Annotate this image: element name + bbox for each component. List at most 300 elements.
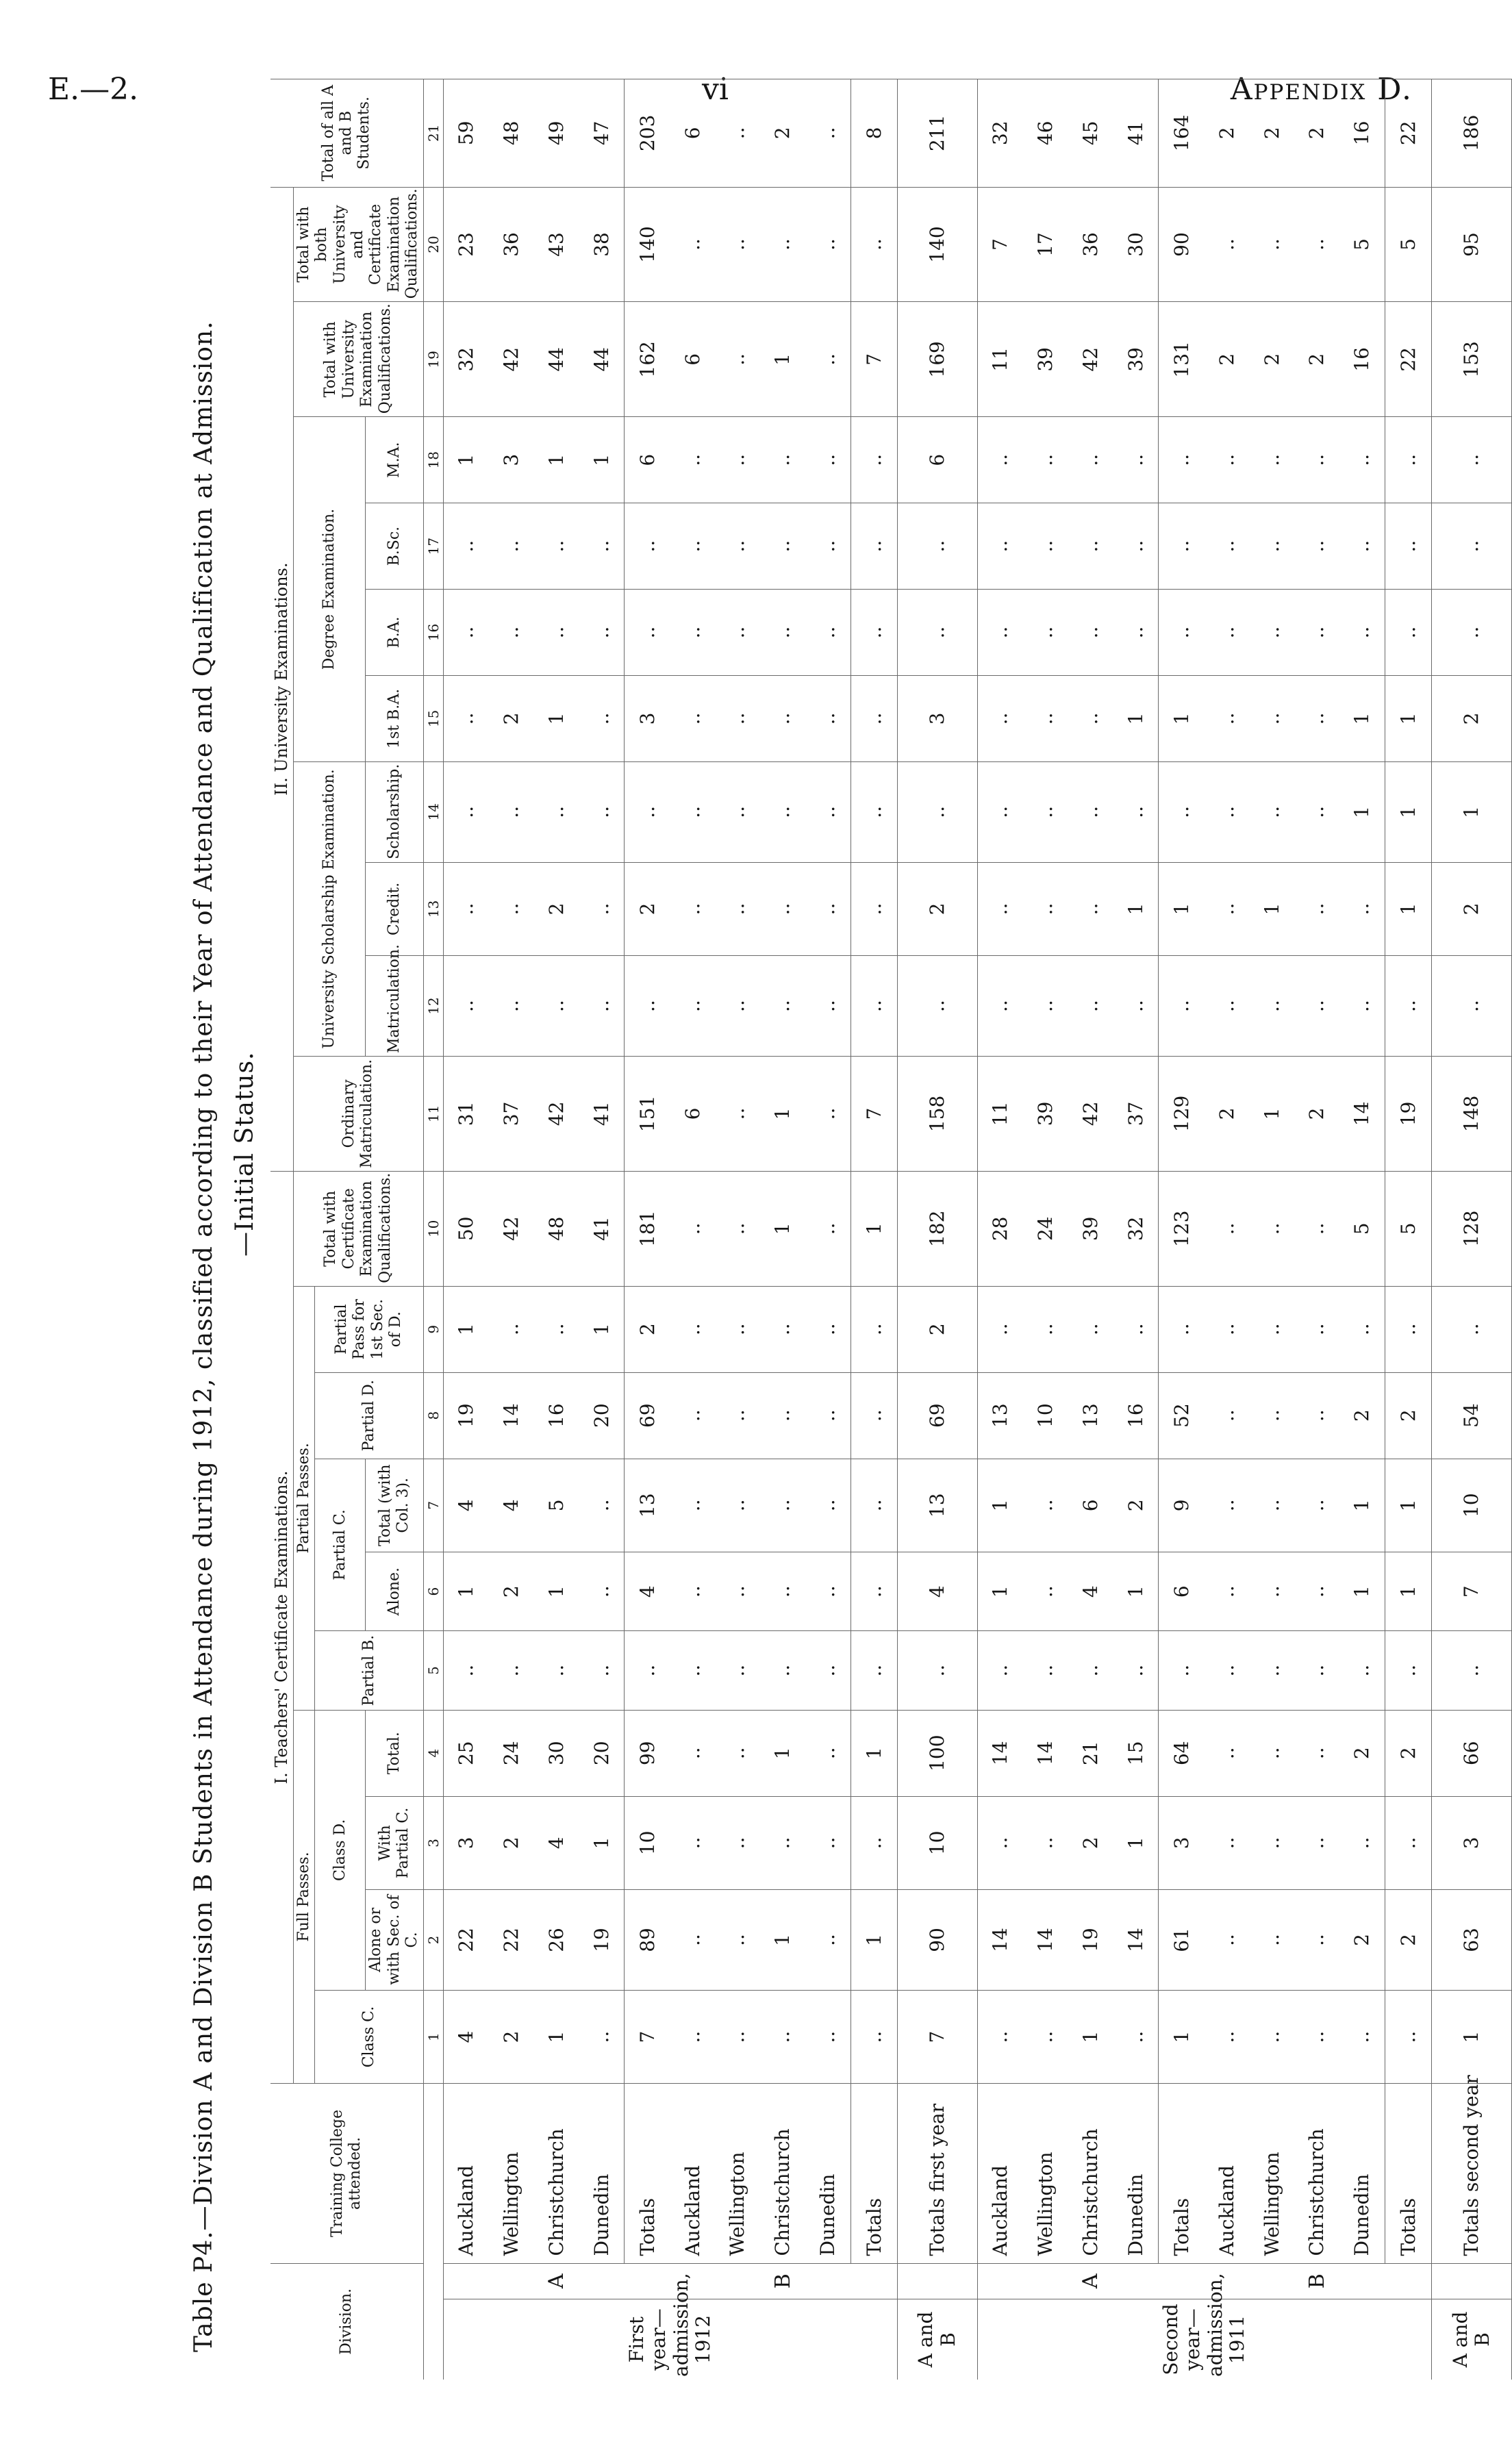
value-cell: ..	[1249, 1631, 1294, 1710]
value-cell: 45	[1068, 79, 1113, 188]
table-row	[1339, 79, 1385, 2380]
value-cell: 181	[625, 1171, 670, 1286]
partial-b-header: Partial B.	[315, 1631, 423, 1710]
value-cell: 10	[625, 1796, 670, 1889]
value-cell: ..	[1249, 1890, 1294, 1991]
value-cell: ..	[715, 1372, 760, 1459]
value-cell: ..	[851, 862, 897, 955]
value-cell: 7	[625, 1990, 670, 2083]
value-cell: 95	[1431, 187, 1511, 302]
value-cell: ..	[715, 1171, 760, 1286]
value-cell: ..	[670, 1171, 716, 1286]
column-number: 12	[423, 956, 443, 1057]
value-cell: 44	[579, 302, 625, 417]
value-cell: ..	[977, 1286, 1023, 1372]
value-cell: 10	[1431, 1459, 1511, 1552]
value-cell: ..	[489, 1631, 534, 1710]
value-cell: 2	[1205, 302, 1250, 417]
value-cell: 5	[1339, 187, 1385, 302]
value-cell: 37	[489, 1056, 534, 1171]
value-cell: ..	[760, 1459, 805, 1552]
value-cell: 5	[533, 1459, 579, 1552]
college-name: Christchurch	[760, 2084, 805, 2263]
value-cell: ..	[1294, 1796, 1339, 1889]
ma-header: M.A.	[366, 417, 423, 503]
value-cell: ..	[1159, 590, 1205, 676]
value-cell: ..	[805, 590, 851, 676]
value-cell: 2	[1068, 1796, 1113, 1889]
value-cell: ..	[897, 503, 977, 590]
value-cell: 1	[443, 417, 489, 503]
value-cell: ..	[1294, 862, 1339, 955]
value-cell: 16	[1339, 79, 1385, 188]
value-cell: 31	[443, 1056, 489, 1171]
value-cell: ..	[1113, 956, 1159, 1057]
value-cell: 41	[1113, 79, 1159, 188]
value-cell: ..	[670, 1459, 716, 1552]
value-cell: ..	[489, 503, 534, 590]
value-cell: ..	[851, 956, 897, 1057]
value-cell: ..	[977, 761, 1023, 862]
value-cell: ..	[805, 417, 851, 503]
value-cell: ..	[1205, 1796, 1250, 1889]
value-cell: ..	[1159, 1286, 1205, 1372]
value-cell: 7	[1431, 1552, 1511, 1630]
value-cell: ..	[1294, 1990, 1339, 2083]
value-cell: 22	[443, 1890, 489, 1991]
value-cell: ..	[1023, 590, 1068, 676]
value-cell: ..	[1159, 956, 1205, 1057]
value-cell: ..	[443, 862, 489, 955]
page-number: vi	[702, 72, 729, 107]
value-cell: ..	[533, 761, 579, 862]
value-cell: 2	[1249, 79, 1294, 188]
value-cell: ..	[1205, 862, 1250, 955]
value-cell: ..	[977, 956, 1023, 1057]
value-cell: ..	[1205, 417, 1250, 503]
value-cell: ..	[443, 590, 489, 676]
alone-sec-c-header: Alone or with Sec. of C.	[366, 1890, 423, 1991]
value-cell: 10	[1023, 1372, 1068, 1459]
value-cell: 42	[1068, 1056, 1113, 1171]
value-cell: ..	[533, 1286, 579, 1372]
value-cell: 1	[579, 1286, 625, 1372]
value-cell: ..	[443, 675, 489, 761]
value-cell: ..	[1159, 417, 1205, 503]
value-cell: 26	[533, 1890, 579, 1991]
value-cell: ..	[1294, 761, 1339, 862]
value-cell: 13	[977, 1372, 1023, 1459]
value-cell: ..	[625, 1631, 670, 1710]
value-cell: ..	[1205, 1890, 1250, 1991]
value-cell: ..	[1068, 761, 1113, 862]
value-cell: 90	[897, 1890, 977, 1991]
value-cell: ..	[760, 1286, 805, 1372]
totals-row	[1159, 79, 1205, 2380]
college-name: Wellington	[715, 2084, 760, 2263]
value-cell: 6	[1159, 1552, 1205, 1630]
value-cell: ..	[760, 675, 805, 761]
table-row	[533, 79, 579, 2380]
value-cell: ..	[1205, 1459, 1250, 1552]
value-cell: ..	[1339, 1286, 1385, 1372]
value-cell: ..	[851, 503, 897, 590]
value-cell: ..	[805, 1459, 851, 1552]
value-cell: 5	[1339, 1171, 1385, 1286]
value-cell: ..	[715, 590, 760, 676]
value-cell: 59	[443, 79, 489, 188]
value-cell: ..	[579, 503, 625, 590]
value-cell: 3	[1159, 1796, 1205, 1889]
value-cell: 10	[897, 1796, 977, 1889]
value-cell: ..	[1068, 503, 1113, 590]
value-cell: ..	[1113, 761, 1159, 862]
value-cell: ..	[805, 761, 851, 862]
column-number: 20	[423, 187, 443, 302]
totals-label: Totals	[625, 2084, 670, 2263]
division-label: B	[1205, 2263, 1432, 2299]
value-cell: ..	[1249, 187, 1294, 302]
value-cell: ..	[579, 862, 625, 955]
value-cell: ..	[1205, 675, 1250, 761]
college-name: Dunedin	[805, 2084, 851, 2263]
value-cell: 1	[1339, 675, 1385, 761]
value-cell: 1	[1431, 761, 1511, 862]
value-cell: 5	[1385, 187, 1431, 302]
value-cell: ..	[625, 761, 670, 862]
value-cell: ..	[851, 761, 897, 862]
value-cell: 1	[977, 1552, 1023, 1630]
value-cell: ..	[1113, 503, 1159, 590]
value-cell: ..	[489, 1286, 534, 1372]
value-cell: ..	[805, 1990, 851, 2083]
value-cell: ..	[625, 503, 670, 590]
totals-row	[1385, 79, 1431, 2380]
value-cell: 3	[625, 675, 670, 761]
value-cell: 1	[533, 675, 579, 761]
value-cell: ..	[851, 1552, 897, 1630]
value-cell: 16	[1339, 302, 1385, 417]
value-cell: 30	[533, 1710, 579, 1796]
value-cell: ..	[1339, 503, 1385, 590]
column-number: 16	[423, 590, 443, 676]
column-number: 19	[423, 302, 443, 417]
value-cell: ..	[715, 1459, 760, 1552]
value-cell: ..	[670, 1990, 716, 2083]
totals-row	[625, 79, 670, 2380]
value-cell: ..	[715, 1631, 760, 1710]
value-cell: 1	[579, 417, 625, 503]
value-cell: 2	[489, 675, 534, 761]
value-cell: 64	[1159, 1710, 1205, 1796]
table-caption-continued: —Initial Status.	[231, 1051, 259, 1257]
value-cell: 49	[533, 79, 579, 188]
value-cell: ..	[670, 590, 716, 676]
value-cell: 2	[1339, 1890, 1385, 1991]
value-cell: ..	[1294, 503, 1339, 590]
value-cell: 1	[1385, 862, 1431, 955]
value-cell: 2	[1385, 1372, 1431, 1459]
value-cell: ..	[1205, 1171, 1250, 1286]
value-cell: ..	[1249, 1710, 1294, 1796]
value-cell: 39	[1113, 302, 1159, 417]
value-cell: 3	[897, 675, 977, 761]
value-cell: ..	[670, 1890, 716, 1991]
table-body	[443, 79, 1511, 2380]
value-cell: 1	[851, 1171, 897, 1286]
value-cell: 69	[625, 1372, 670, 1459]
column-number: 2	[423, 1890, 443, 1991]
value-cell: ..	[805, 187, 851, 302]
value-cell: 1	[1339, 761, 1385, 862]
totals-label: Totals	[1159, 2084, 1205, 2263]
value-cell: 66	[1431, 1710, 1511, 1796]
value-cell: ..	[1023, 1990, 1068, 2083]
value-cell: 128	[1431, 1171, 1511, 1286]
value-cell: ..	[579, 675, 625, 761]
value-cell: ..	[1339, 956, 1385, 1057]
value-cell: 140	[625, 187, 670, 302]
division-label: A	[977, 2263, 1205, 2299]
division-label: A	[443, 2263, 670, 2299]
value-cell: 1	[1113, 1796, 1159, 1889]
value-cell: ..	[760, 1552, 805, 1630]
value-cell: ..	[489, 761, 534, 862]
bsc-header: B.Sc.	[366, 503, 423, 590]
value-cell: 48	[489, 79, 534, 188]
value-cell: ..	[760, 1372, 805, 1459]
value-cell: 32	[977, 79, 1023, 188]
division-header: Division.	[270, 2263, 423, 2380]
value-cell: 2	[489, 1990, 534, 2083]
value-cell: 182	[897, 1171, 977, 1286]
table-row	[1205, 79, 1250, 2380]
value-cell: ..	[1431, 1631, 1511, 1710]
value-cell: ..	[1023, 862, 1068, 955]
value-cell: 2	[489, 1796, 534, 1889]
value-cell: ..	[670, 761, 716, 862]
value-cell: ..	[533, 503, 579, 590]
value-cell: 1	[443, 1286, 489, 1372]
value-cell: ..	[1205, 1552, 1250, 1630]
spacer-cell	[1431, 2263, 1511, 2299]
value-cell: 2	[625, 862, 670, 955]
value-cell: ..	[760, 503, 805, 590]
value-cell: 63	[1431, 1890, 1511, 1991]
value-cell: 19	[443, 1372, 489, 1459]
appendix-label: Appendix D.	[1230, 72, 1413, 107]
value-cell: 19	[579, 1890, 625, 1991]
value-cell: 2	[1431, 862, 1511, 955]
value-cell: 3	[489, 417, 534, 503]
value-cell: ..	[1068, 1631, 1113, 1710]
value-cell: ..	[851, 1990, 897, 2083]
value-cell: 32	[443, 302, 489, 417]
value-cell: 50	[443, 1171, 489, 1286]
value-cell: 7	[851, 1056, 897, 1171]
value-cell: ..	[1249, 1171, 1294, 1286]
division-label: A and B	[1431, 2299, 1511, 2380]
value-cell: 164	[1159, 79, 1205, 188]
column-number: 1	[423, 1990, 443, 2083]
value-cell: ..	[760, 956, 805, 1057]
value-cell: ..	[579, 1552, 625, 1630]
value-cell: 1	[1249, 1056, 1294, 1171]
value-cell: 2	[1339, 1710, 1385, 1796]
value-cell: ..	[851, 417, 897, 503]
value-cell: ..	[1249, 1372, 1294, 1459]
value-cell: ..	[977, 1796, 1023, 1889]
value-cell: ..	[760, 761, 805, 862]
value-cell: ..	[579, 956, 625, 1057]
value-cell: ..	[1205, 1372, 1250, 1459]
value-cell: ..	[1339, 1990, 1385, 2083]
value-cell: ..	[533, 1631, 579, 1710]
division-label: B	[670, 2263, 898, 2299]
value-cell: ..	[1249, 590, 1294, 676]
value-cell: 20	[579, 1710, 625, 1796]
value-cell: 2	[1205, 1056, 1250, 1171]
value-cell: ..	[1294, 590, 1339, 676]
value-cell: ..	[851, 1631, 897, 1710]
value-cell: 21	[1068, 1710, 1113, 1796]
uni-scholarship-header: University Scholarship Examination.	[293, 761, 366, 1056]
college-name: Auckland	[670, 2084, 716, 2263]
value-cell: 42	[489, 1171, 534, 1286]
value-cell: ..	[1294, 1552, 1339, 1630]
value-cell: ..	[1113, 590, 1159, 676]
value-cell: 2	[897, 1286, 977, 1372]
ba-header: B.A.	[366, 590, 423, 676]
value-cell: 22	[1385, 79, 1431, 188]
column-number: 9	[423, 1286, 443, 1372]
value-cell: ..	[1294, 1171, 1339, 1286]
value-cell: 39	[1023, 302, 1068, 417]
value-cell: ..	[670, 1372, 716, 1459]
value-cell: 36	[489, 187, 534, 302]
value-cell: ..	[715, 1710, 760, 1796]
value-cell: 131	[1159, 302, 1205, 417]
class-c-header: Class C.	[315, 1990, 423, 2083]
college-name: Auckland	[1205, 2084, 1250, 2263]
value-cell: ..	[579, 761, 625, 862]
value-cell: ..	[715, 862, 760, 955]
totals-label: Totals	[1385, 2084, 1431, 2263]
statistics-table	[270, 79, 1512, 2380]
value-cell: 1	[1339, 1459, 1385, 1552]
value-cell: 2	[1339, 1372, 1385, 1459]
value-cell: ..	[625, 956, 670, 1057]
value-cell: ..	[977, 1631, 1023, 1710]
value-cell: ..	[1385, 1990, 1431, 2083]
value-cell: 41	[579, 1056, 625, 1171]
value-cell: 48	[533, 1171, 579, 1286]
value-cell: ..	[1023, 761, 1068, 862]
value-cell: ..	[805, 1890, 851, 1991]
value-cell: 14	[977, 1710, 1023, 1796]
value-cell: ..	[489, 590, 534, 676]
value-cell: 42	[1068, 302, 1113, 417]
value-cell: 14	[977, 1890, 1023, 1991]
value-cell: 39	[1023, 1056, 1068, 1171]
value-cell: ..	[977, 862, 1023, 955]
value-cell: ..	[670, 1286, 716, 1372]
value-cell: ..	[897, 761, 977, 862]
value-cell: 1	[760, 1890, 805, 1991]
value-cell: ..	[805, 1710, 851, 1796]
value-cell: 90	[1159, 187, 1205, 302]
value-cell: 24	[1023, 1171, 1068, 1286]
value-cell: ..	[1068, 862, 1113, 955]
value-cell: ..	[1249, 1459, 1294, 1552]
value-cell: ..	[715, 302, 760, 417]
value-cell: ..	[1249, 1796, 1294, 1889]
ordinary-matric-header: Ordinary Matriculation.	[293, 1056, 423, 1171]
value-cell: ..	[805, 956, 851, 1057]
value-cell: 8	[851, 79, 897, 188]
value-cell: ..	[1339, 862, 1385, 955]
value-cell: 28	[977, 1171, 1023, 1286]
value-cell: ..	[1023, 1631, 1068, 1710]
table-row	[1023, 79, 1068, 2380]
college-name: Wellington	[1249, 2084, 1294, 2263]
value-cell: ..	[1068, 1286, 1113, 1372]
value-cell: 148	[1431, 1056, 1511, 1171]
value-cell: 44	[533, 302, 579, 417]
value-cell: 1	[533, 1990, 579, 2083]
value-cell: 2	[1249, 302, 1294, 417]
value-cell: ..	[1339, 1796, 1385, 1889]
value-cell: 2	[1385, 1890, 1431, 1991]
value-cell: 203	[625, 79, 670, 188]
value-cell: 6	[625, 417, 670, 503]
partial-c-header: Partial C.	[315, 1459, 366, 1631]
value-cell: ..	[805, 79, 851, 188]
value-cell: ..	[760, 187, 805, 302]
value-cell: 14	[1023, 1710, 1068, 1796]
year-block-label: Second year—admission, 1911	[977, 2299, 1431, 2380]
value-cell: 123	[1159, 1171, 1205, 1286]
partial-pass-d-header: Partial Pass for 1st Sec. of D.	[315, 1286, 423, 1372]
value-cell: 11	[977, 302, 1023, 417]
value-cell: ..	[1294, 1631, 1339, 1710]
value-cell: 1	[1159, 1990, 1205, 2083]
value-cell: ..	[1159, 761, 1205, 862]
value-cell: ..	[805, 302, 851, 417]
value-cell: ..	[805, 675, 851, 761]
value-cell: ..	[1113, 1990, 1159, 2083]
total-both-header: Total with both University and Certificate Examination Qualifications.	[293, 187, 423, 302]
value-cell: 4	[533, 1796, 579, 1889]
value-cell: 54	[1431, 1372, 1511, 1459]
value-cell: 41	[579, 1171, 625, 1286]
value-cell: ..	[1023, 1286, 1068, 1372]
value-cell: ..	[1205, 590, 1250, 676]
value-cell: 2	[760, 79, 805, 188]
partial-passes-header: Partial Passes.	[293, 1286, 314, 1710]
grand-totals-label: Totals first year	[897, 2084, 977, 2263]
total-all-header: Total of all A and B Students.	[270, 79, 423, 188]
value-cell: ..	[443, 956, 489, 1057]
value-cell: ..	[1205, 187, 1250, 302]
value-cell: ..	[1294, 1286, 1339, 1372]
college-name: Christchurch	[533, 2084, 579, 2263]
value-cell: ..	[1385, 1796, 1431, 1889]
column-number: 5	[423, 1631, 443, 1710]
value-cell: 42	[489, 302, 534, 417]
value-cell: ..	[897, 1631, 977, 1710]
column-number: 8	[423, 1372, 443, 1459]
